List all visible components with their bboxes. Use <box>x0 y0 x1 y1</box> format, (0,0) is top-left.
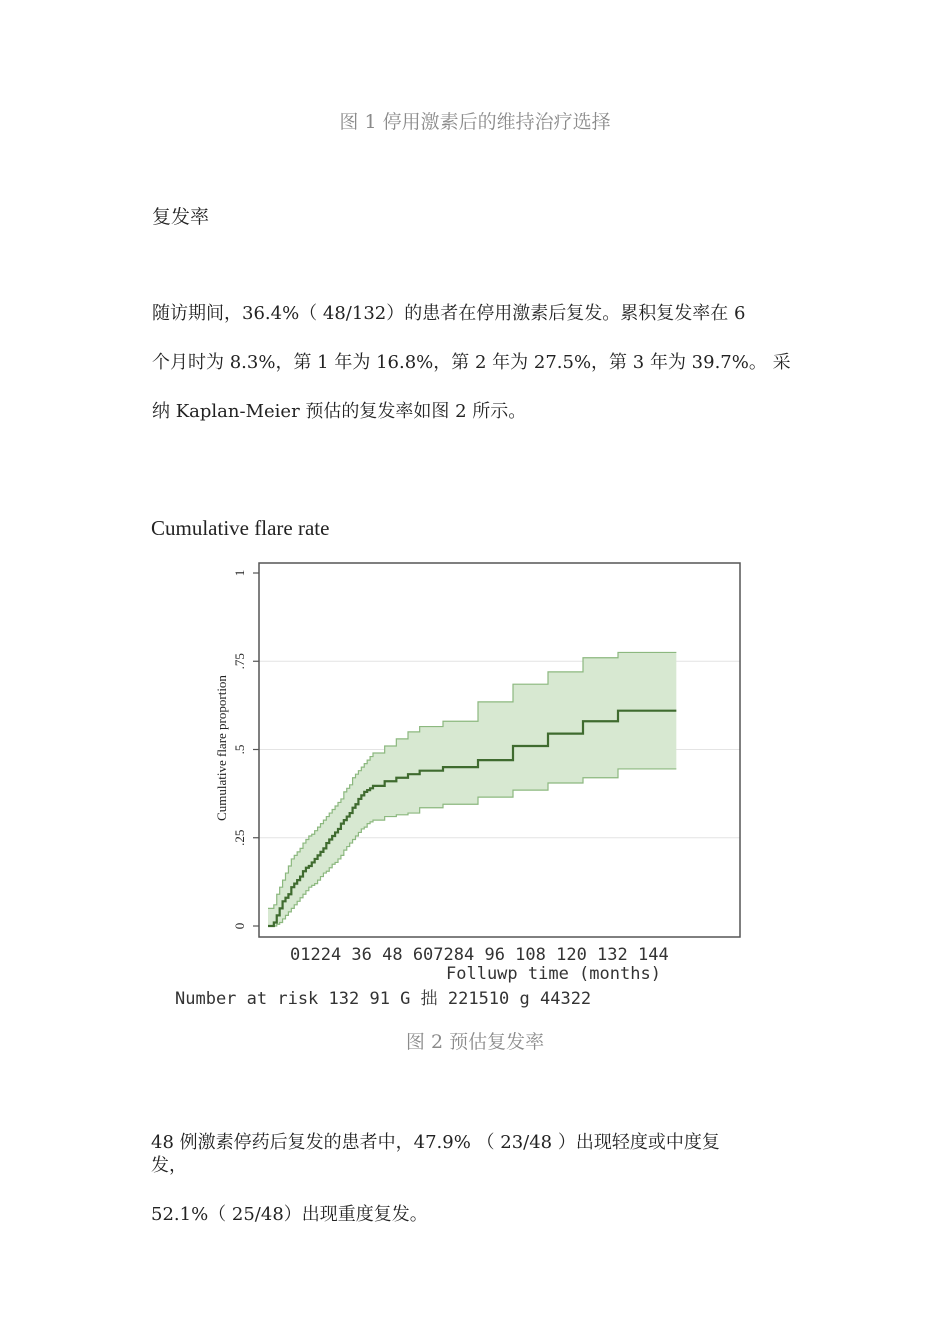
paragraph3: 52.1%（ 25/48）出现重度复发。 <box>151 1204 428 1225</box>
chart-heading: Cumulative flare rate <box>151 516 330 540</box>
kaplan-meier-chart <box>200 555 760 945</box>
number-at-risk: Number at risk 132 91 G 拙 221510 g 44322 <box>175 989 592 1009</box>
paragraph1-line1: 随访期间，36.4%（ 48/132）的患者在停用激素后复发。累积复发率在 6 <box>152 303 746 324</box>
y-axis-ticks <box>232 570 259 930</box>
y-tick-label-1: .25 <box>232 829 247 846</box>
paragraph2-line2: 发， <box>151 1155 187 1176</box>
section-heading: 复发率 <box>152 206 210 228</box>
paragraph1-line2: 个月时为 8.3%，第 1 年为 16.8%，第 2 年为 27.5%，第 3 年为 39.7%。 采 <box>152 352 791 373</box>
paragraph2-line1: 48 例激素停药后复发的患者中，47.9% （ 23/48 ）出现轻度或中度复 <box>151 1132 720 1153</box>
x-axis-label: Folluwp time (months) <box>446 964 661 984</box>
y-tick-label-4: 1 <box>232 569 247 577</box>
figure1-caption: 图 1 停用激素后的维持治疗选择 <box>339 111 611 133</box>
confidence-band <box>268 652 676 926</box>
y-tick-label-3: .75 <box>232 653 247 670</box>
y-tick-label-0: 0 <box>232 922 247 930</box>
paragraph1-line3: 纳 Kaplan-Meier 预估的复发率如图 2 所示。 <box>152 401 527 422</box>
x-axis-tick-labels: 01224 36 48 607284 96 108 120 132 144 <box>290 945 669 965</box>
confidence-band-area <box>268 652 676 926</box>
figure2-caption: 图 2 预估复发率 <box>405 1031 545 1053</box>
y-axis-label: Cumulative flare proportion <box>214 675 229 821</box>
y-tick-label-2: .5 <box>232 744 247 755</box>
